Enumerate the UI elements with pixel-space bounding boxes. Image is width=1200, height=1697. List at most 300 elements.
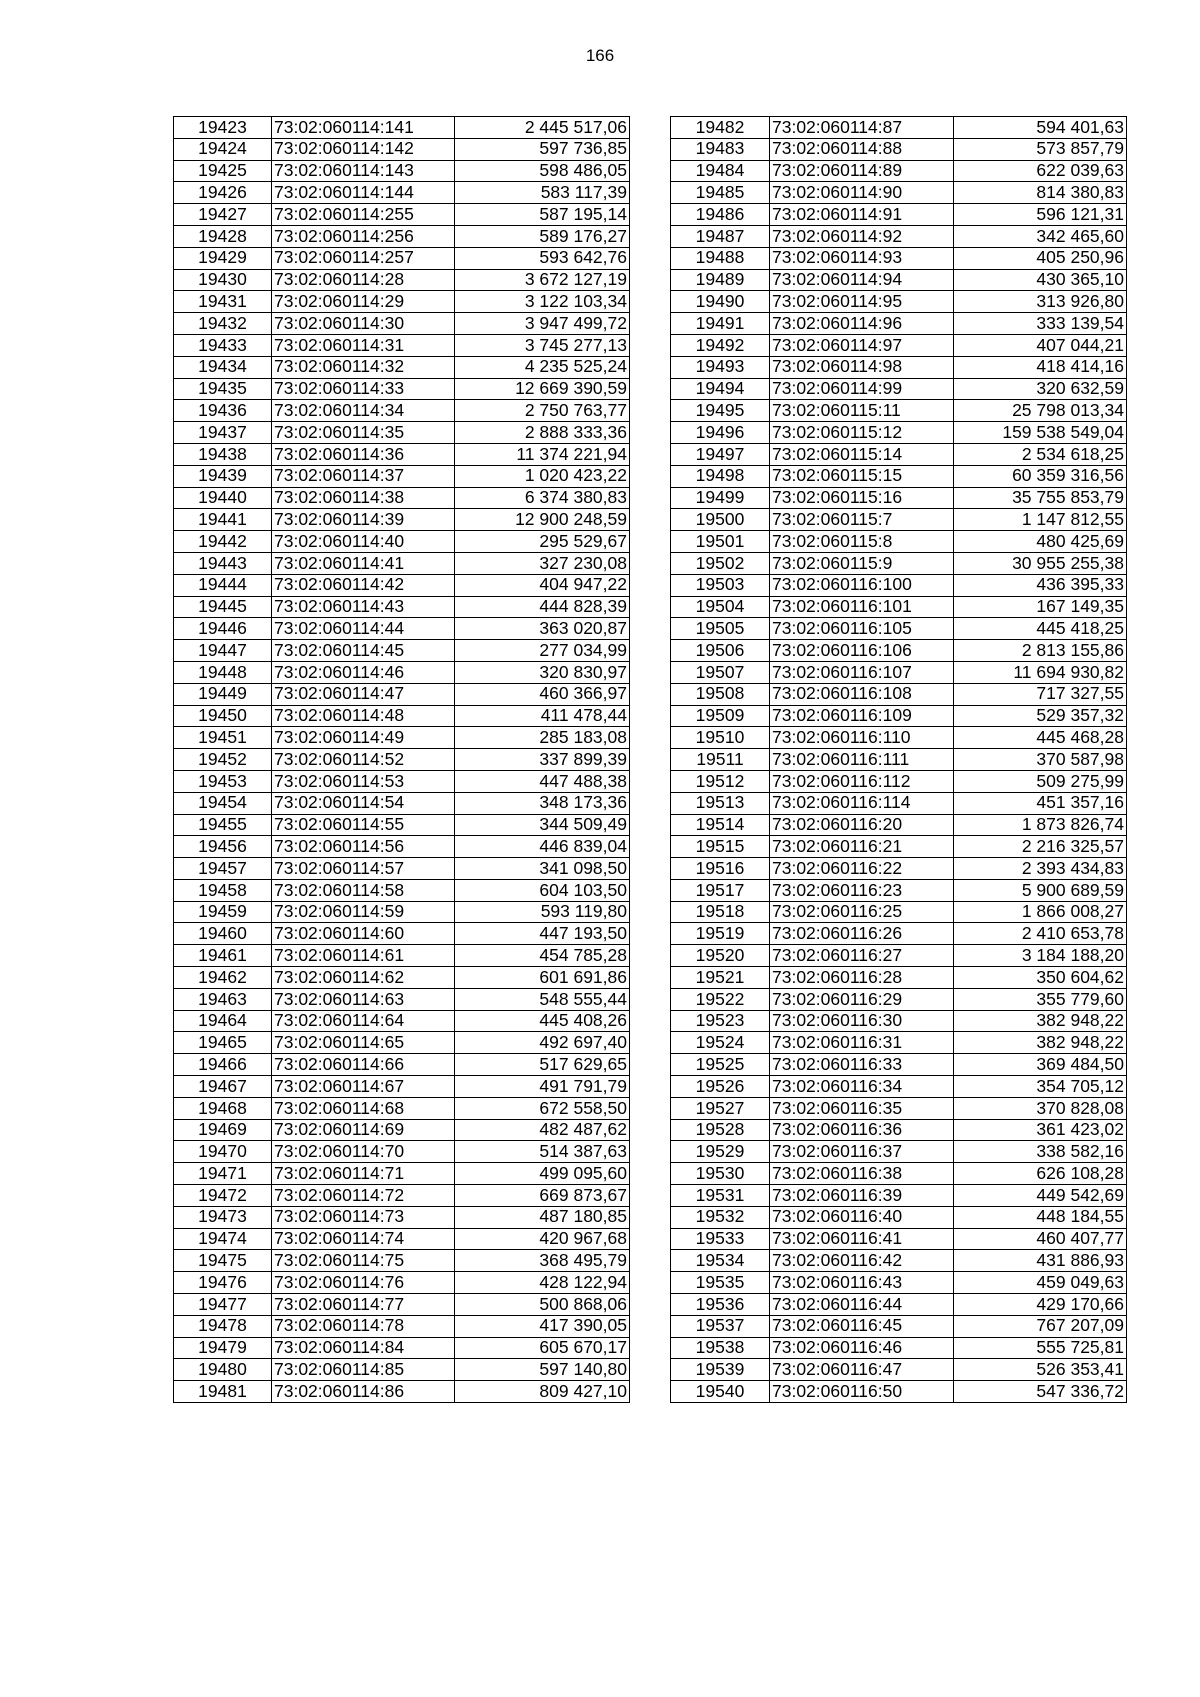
value-cell: 429 170,66 xyxy=(954,1294,1127,1316)
value-cell: 3 184 188,20 xyxy=(954,945,1127,967)
table-row xyxy=(174,574,630,596)
table-row xyxy=(174,531,630,553)
value-cell: 445 418,25 xyxy=(954,618,1127,640)
cadastral-number-cell: 73:02:060114:53 xyxy=(272,770,455,792)
row-number-cell: 19512 xyxy=(671,770,770,792)
table-row xyxy=(174,1163,630,1185)
table-row xyxy=(671,1315,1127,1337)
row-number-cell: 19539 xyxy=(671,1359,770,1381)
cadastral-number-cell: 73:02:060116:25 xyxy=(770,901,954,923)
value-cell: 167 149,35 xyxy=(954,596,1127,618)
value-cell: 491 791,79 xyxy=(455,1076,630,1098)
value-cell: 492 697,40 xyxy=(455,1032,630,1054)
table-row xyxy=(671,814,1127,836)
row-number-cell: 19443 xyxy=(174,552,272,574)
table-row xyxy=(174,727,630,749)
cadastral-number-cell: 73:02:060116:50 xyxy=(770,1381,954,1403)
table-row xyxy=(174,858,630,880)
value-cell: 159 538 549,04 xyxy=(954,422,1127,444)
row-number-cell: 19513 xyxy=(671,792,770,814)
row-number-cell: 19430 xyxy=(174,269,272,291)
table-row xyxy=(174,770,630,792)
row-number-cell: 19514 xyxy=(671,814,770,836)
table-row xyxy=(671,749,1127,771)
row-number-cell: 19521 xyxy=(671,967,770,989)
cadastral-number-cell: 73:02:060114:256 xyxy=(272,225,455,247)
table-row xyxy=(671,204,1127,226)
table-row xyxy=(671,1054,1127,1076)
value-cell: 622 039,63 xyxy=(954,160,1127,182)
table-row xyxy=(671,770,1127,792)
value-cell: 499 095,60 xyxy=(455,1163,630,1185)
cadastral-number-cell: 73:02:060114:75 xyxy=(272,1250,455,1272)
value-cell: 12 669 390,59 xyxy=(455,378,630,400)
row-number-cell: 19529 xyxy=(671,1141,770,1163)
table-body xyxy=(671,117,1127,1403)
cadastral-number-cell: 73:02:060114:39 xyxy=(272,509,455,531)
value-cell: 459 049,63 xyxy=(954,1272,1127,1294)
cadastral-number-cell: 73:02:060116:105 xyxy=(770,618,954,640)
value-cell: 444 828,39 xyxy=(455,596,630,618)
value-cell: 487 180,85 xyxy=(455,1206,630,1228)
row-number-cell: 19468 xyxy=(174,1097,272,1119)
cadastral-number-cell: 73:02:060114:143 xyxy=(272,160,455,182)
cadastral-number-cell: 73:02:060116:101 xyxy=(770,596,954,618)
cadastral-number-cell: 73:02:060114:86 xyxy=(272,1381,455,1403)
cadastral-number-cell: 73:02:060114:257 xyxy=(272,247,455,269)
cadastral-number-cell: 73:02:060114:45 xyxy=(272,640,455,662)
value-cell: 295 529,67 xyxy=(455,531,630,553)
row-number-cell: 19491 xyxy=(671,313,770,335)
table-row xyxy=(174,182,630,204)
cadastral-number-cell: 73:02:060116:109 xyxy=(770,705,954,727)
cadastral-number-cell: 73:02:060114:30 xyxy=(272,313,455,335)
row-number-cell: 19473 xyxy=(174,1206,272,1228)
value-cell: 514 387,63 xyxy=(455,1141,630,1163)
value-cell: 448 184,55 xyxy=(954,1206,1127,1228)
table-row xyxy=(174,1294,630,1316)
table-row xyxy=(174,901,630,923)
row-number-cell: 19456 xyxy=(174,836,272,858)
cadastral-number-cell: 73:02:060116:40 xyxy=(770,1206,954,1228)
table-row xyxy=(671,836,1127,858)
cadastral-number-cell: 73:02:060114:77 xyxy=(272,1294,455,1316)
value-cell: 417 390,05 xyxy=(455,1315,630,1337)
table-row xyxy=(174,967,630,989)
row-number-cell: 19445 xyxy=(174,596,272,618)
cadastral-number-cell: 73:02:060114:62 xyxy=(272,967,455,989)
table-row xyxy=(671,1010,1127,1032)
value-cell: 382 948,22 xyxy=(954,1010,1127,1032)
value-cell: 3 672 127,19 xyxy=(455,269,630,291)
cadastral-number-cell: 73:02:060114:41 xyxy=(272,552,455,574)
value-cell: 2 813 155,86 xyxy=(954,640,1127,662)
value-cell: 370 587,98 xyxy=(954,749,1127,771)
row-number-cell: 19452 xyxy=(174,749,272,771)
table-row xyxy=(174,1359,630,1381)
value-cell: 597 140,80 xyxy=(455,1359,630,1381)
cadastral-number-cell: 73:02:060114:84 xyxy=(272,1337,455,1359)
table-row xyxy=(671,1076,1127,1098)
cadastral-number-cell: 73:02:060115:11 xyxy=(770,400,954,422)
value-cell: 589 176,27 xyxy=(455,225,630,247)
value-cell: 509 275,99 xyxy=(954,770,1127,792)
row-number-cell: 19442 xyxy=(174,531,272,553)
row-number-cell: 19465 xyxy=(174,1032,272,1054)
row-number-cell: 19517 xyxy=(671,879,770,901)
cadastral-number-cell: 73:02:060114:98 xyxy=(770,356,954,378)
value-cell: 529 357,32 xyxy=(954,705,1127,727)
cadastral-number-cell: 73:02:060114:255 xyxy=(272,204,455,226)
cadastral-number-cell: 73:02:060116:34 xyxy=(770,1076,954,1098)
table-row xyxy=(174,683,630,705)
value-cell: 445 468,28 xyxy=(954,727,1127,749)
value-cell: 669 873,67 xyxy=(455,1185,630,1207)
cadastral-number-cell: 73:02:060116:46 xyxy=(770,1337,954,1359)
table-row xyxy=(174,378,630,400)
value-cell: 348 173,36 xyxy=(455,792,630,814)
row-number-cell: 19478 xyxy=(174,1315,272,1337)
cadastral-number-cell: 73:02:060114:90 xyxy=(770,182,954,204)
table-row xyxy=(174,1272,630,1294)
table-row xyxy=(671,422,1127,444)
cadastral-number-cell: 73:02:060114:99 xyxy=(770,378,954,400)
row-number-cell: 19454 xyxy=(174,792,272,814)
cadastral-number-cell: 73:02:060116:112 xyxy=(770,770,954,792)
row-number-cell: 19472 xyxy=(174,1185,272,1207)
row-number-cell: 19467 xyxy=(174,1076,272,1098)
value-cell: 344 509,49 xyxy=(455,814,630,836)
cadastral-number-cell: 73:02:060114:60 xyxy=(272,923,455,945)
cadastral-number-cell: 73:02:060115:16 xyxy=(770,487,954,509)
row-number-cell: 19446 xyxy=(174,618,272,640)
row-number-cell: 19483 xyxy=(671,138,770,160)
cadastral-number-cell: 73:02:060116:31 xyxy=(770,1032,954,1054)
row-number-cell: 19518 xyxy=(671,901,770,923)
row-number-cell: 19482 xyxy=(671,117,770,139)
value-cell: 593 119,80 xyxy=(455,901,630,923)
table-row xyxy=(174,1381,630,1403)
row-number-cell: 19531 xyxy=(671,1185,770,1207)
cadastral-number-cell: 73:02:060114:95 xyxy=(770,291,954,313)
row-number-cell: 19434 xyxy=(174,356,272,378)
value-cell: 445 408,26 xyxy=(455,1010,630,1032)
table-row xyxy=(671,1119,1127,1141)
row-number-cell: 19502 xyxy=(671,552,770,574)
cadastral-number-cell: 73:02:060114:72 xyxy=(272,1185,455,1207)
table-row xyxy=(174,204,630,226)
cadastral-number-cell: 73:02:060114:35 xyxy=(272,422,455,444)
cadastral-number-cell: 73:02:060114:32 xyxy=(272,356,455,378)
cadastral-number-cell: 73:02:060114:94 xyxy=(770,269,954,291)
value-cell: 460 366,97 xyxy=(455,683,630,705)
table-body xyxy=(174,117,630,1403)
table-row xyxy=(671,923,1127,945)
value-cell: 320 830,97 xyxy=(455,661,630,683)
cadastral-number-cell: 73:02:060116:44 xyxy=(770,1294,954,1316)
row-number-cell: 19506 xyxy=(671,640,770,662)
value-cell: 430 365,10 xyxy=(954,269,1127,291)
table-row xyxy=(174,1228,630,1250)
value-cell: 341 098,50 xyxy=(455,858,630,880)
table-row xyxy=(671,1272,1127,1294)
row-number-cell: 19438 xyxy=(174,443,272,465)
cadastral-number-cell: 73:02:060114:59 xyxy=(272,901,455,923)
row-number-cell: 19534 xyxy=(671,1250,770,1272)
table-row xyxy=(174,1315,630,1337)
value-cell: 4 235 525,24 xyxy=(455,356,630,378)
cadastral-number-cell: 73:02:060114:92 xyxy=(770,225,954,247)
table-row xyxy=(671,291,1127,313)
table-row xyxy=(671,509,1127,531)
row-number-cell: 19501 xyxy=(671,531,770,553)
row-number-cell: 19458 xyxy=(174,879,272,901)
cadastral-table-left xyxy=(173,116,630,1403)
value-cell: 35 755 853,79 xyxy=(954,487,1127,509)
value-cell: 672 558,50 xyxy=(455,1097,630,1119)
row-number-cell: 19441 xyxy=(174,509,272,531)
row-number-cell: 19499 xyxy=(671,487,770,509)
row-number-cell: 19520 xyxy=(671,945,770,967)
table-row xyxy=(671,269,1127,291)
table-row xyxy=(671,1206,1127,1228)
cadastral-number-cell: 73:02:060114:54 xyxy=(272,792,455,814)
value-cell: 767 207,09 xyxy=(954,1315,1127,1337)
cadastral-number-cell: 73:02:060114:55 xyxy=(272,814,455,836)
row-number-cell: 19536 xyxy=(671,1294,770,1316)
table-row xyxy=(671,945,1127,967)
table-row xyxy=(174,661,630,683)
table-row xyxy=(174,1032,630,1054)
table-row xyxy=(671,988,1127,1010)
table-row xyxy=(671,879,1127,901)
row-number-cell: 19535 xyxy=(671,1272,770,1294)
cadastral-number-cell: 73:02:060114:52 xyxy=(272,749,455,771)
value-cell: 447 193,50 xyxy=(455,923,630,945)
cadastral-number-cell: 73:02:060116:28 xyxy=(770,967,954,989)
value-cell: 598 486,05 xyxy=(455,160,630,182)
row-number-cell: 19476 xyxy=(174,1272,272,1294)
table-row xyxy=(671,705,1127,727)
value-cell: 2 216 325,57 xyxy=(954,836,1127,858)
cadastral-number-cell: 73:02:060116:38 xyxy=(770,1163,954,1185)
row-number-cell: 19526 xyxy=(671,1076,770,1098)
table-row xyxy=(174,443,630,465)
cadastral-number-cell: 73:02:060114:37 xyxy=(272,465,455,487)
row-number-cell: 19439 xyxy=(174,465,272,487)
value-cell: 596 121,31 xyxy=(954,204,1127,226)
cadastral-number-cell: 73:02:060114:48 xyxy=(272,705,455,727)
table-row xyxy=(671,661,1127,683)
cadastral-number-cell: 73:02:060116:41 xyxy=(770,1228,954,1250)
table-row xyxy=(671,574,1127,596)
cadastral-number-cell: 73:02:060115:9 xyxy=(770,552,954,574)
row-number-cell: 19466 xyxy=(174,1054,272,1076)
table-row xyxy=(671,334,1127,356)
value-cell: 431 886,93 xyxy=(954,1250,1127,1272)
row-number-cell: 19522 xyxy=(671,988,770,1010)
row-number-cell: 19538 xyxy=(671,1337,770,1359)
table-row xyxy=(174,1206,630,1228)
value-cell: 411 478,44 xyxy=(455,705,630,727)
row-number-cell: 19490 xyxy=(671,291,770,313)
row-number-cell: 19450 xyxy=(174,705,272,727)
row-number-cell: 19470 xyxy=(174,1141,272,1163)
row-number-cell: 19533 xyxy=(671,1228,770,1250)
cadastral-number-cell: 73:02:060116:30 xyxy=(770,1010,954,1032)
value-cell: 333 139,54 xyxy=(954,313,1127,335)
table-row xyxy=(671,967,1127,989)
cadastral-number-cell: 73:02:060114:71 xyxy=(272,1163,455,1185)
table-row xyxy=(671,247,1127,269)
cadastral-number-cell: 73:02:060114:89 xyxy=(770,160,954,182)
cadastral-number-cell: 73:02:060116:20 xyxy=(770,814,954,836)
value-cell: 428 122,94 xyxy=(455,1272,630,1294)
value-cell: 605 670,17 xyxy=(455,1337,630,1359)
table-row xyxy=(174,225,630,247)
value-cell: 361 423,02 xyxy=(954,1119,1127,1141)
cadastral-number-cell: 73:02:060114:85 xyxy=(272,1359,455,1381)
value-cell: 277 034,99 xyxy=(455,640,630,662)
table-row xyxy=(174,1337,630,1359)
table-row xyxy=(174,1097,630,1119)
table-row xyxy=(671,138,1127,160)
table-row xyxy=(671,531,1127,553)
cadastral-number-cell: 73:02:060114:31 xyxy=(272,334,455,356)
cadastral-number-cell: 73:02:060114:63 xyxy=(272,988,455,1010)
value-cell: 313 926,80 xyxy=(954,291,1127,313)
table-row xyxy=(174,422,630,444)
cadastral-number-cell: 73:02:060116:27 xyxy=(770,945,954,967)
cadastral-number-cell: 73:02:060116:37 xyxy=(770,1141,954,1163)
cadastral-number-cell: 73:02:060114:47 xyxy=(272,683,455,705)
cadastral-number-cell: 73:02:060116:43 xyxy=(770,1272,954,1294)
row-number-cell: 19475 xyxy=(174,1250,272,1272)
cadastral-number-cell: 73:02:060116:29 xyxy=(770,988,954,1010)
value-cell: 12 900 248,59 xyxy=(455,509,630,531)
table-row xyxy=(671,1250,1127,1272)
table-row xyxy=(174,1010,630,1032)
cadastral-number-cell: 73:02:060114:29 xyxy=(272,291,455,313)
value-cell: 405 250,96 xyxy=(954,247,1127,269)
value-cell: 420 967,68 xyxy=(455,1228,630,1250)
table-row xyxy=(671,1185,1127,1207)
cadastral-number-cell: 73:02:060114:144 xyxy=(272,182,455,204)
value-cell: 597 736,85 xyxy=(455,138,630,160)
table-row xyxy=(174,509,630,531)
table-row xyxy=(671,378,1127,400)
cadastral-number-cell: 73:02:060116:107 xyxy=(770,661,954,683)
table-row xyxy=(671,117,1127,139)
row-number-cell: 19497 xyxy=(671,443,770,465)
cadastral-number-cell: 73:02:060115:7 xyxy=(770,509,954,531)
row-number-cell: 19515 xyxy=(671,836,770,858)
row-number-cell: 19532 xyxy=(671,1206,770,1228)
value-cell: 594 401,63 xyxy=(954,117,1127,139)
table-row xyxy=(174,269,630,291)
row-number-cell: 19433 xyxy=(174,334,272,356)
row-number-cell: 19448 xyxy=(174,661,272,683)
table-row xyxy=(174,1119,630,1141)
row-number-cell: 19424 xyxy=(174,138,272,160)
table-row xyxy=(174,334,630,356)
value-cell: 593 642,76 xyxy=(455,247,630,269)
cadastral-number-cell: 73:02:060115:8 xyxy=(770,531,954,553)
value-cell: 1 866 008,27 xyxy=(954,901,1127,923)
cadastral-number-cell: 73:02:060114:93 xyxy=(770,247,954,269)
value-cell: 11 374 221,94 xyxy=(455,443,630,465)
value-cell: 555 725,81 xyxy=(954,1337,1127,1359)
cadastral-number-cell: 73:02:060114:49 xyxy=(272,727,455,749)
row-number-cell: 19510 xyxy=(671,727,770,749)
table-row xyxy=(174,487,630,509)
row-number-cell: 19507 xyxy=(671,661,770,683)
row-number-cell: 19511 xyxy=(671,749,770,771)
cadastral-number-cell: 73:02:060114:34 xyxy=(272,400,455,422)
cadastral-number-cell: 73:02:060114:43 xyxy=(272,596,455,618)
value-cell: 436 395,33 xyxy=(954,574,1127,596)
table-row xyxy=(174,879,630,901)
value-cell: 369 484,50 xyxy=(954,1054,1127,1076)
row-number-cell: 19486 xyxy=(671,204,770,226)
table-row xyxy=(671,683,1127,705)
table-row xyxy=(174,1054,630,1076)
value-cell: 363 020,87 xyxy=(455,618,630,640)
row-number-cell: 19479 xyxy=(174,1337,272,1359)
cadastral-number-cell: 73:02:060114:67 xyxy=(272,1076,455,1098)
table-row xyxy=(671,901,1127,923)
cadastral-number-cell: 73:02:060116:110 xyxy=(770,727,954,749)
cadastral-number-cell: 73:02:060114:64 xyxy=(272,1010,455,1032)
row-number-cell: 19492 xyxy=(671,334,770,356)
row-number-cell: 19436 xyxy=(174,400,272,422)
table-row xyxy=(671,313,1127,335)
table-row xyxy=(671,640,1127,662)
value-cell: 814 380,83 xyxy=(954,182,1127,204)
table-row xyxy=(174,1076,630,1098)
value-cell: 337 899,39 xyxy=(455,749,630,771)
value-cell: 355 779,60 xyxy=(954,988,1127,1010)
cadastral-number-cell: 73:02:060114:76 xyxy=(272,1272,455,1294)
cadastral-number-cell: 73:02:060115:12 xyxy=(770,422,954,444)
value-cell: 460 407,77 xyxy=(954,1228,1127,1250)
row-number-cell: 19498 xyxy=(671,465,770,487)
table-row xyxy=(174,705,630,727)
cadastral-number-cell: 73:02:060116:42 xyxy=(770,1250,954,1272)
value-cell: 370 828,08 xyxy=(954,1097,1127,1119)
row-number-cell: 19489 xyxy=(671,269,770,291)
row-number-cell: 19471 xyxy=(174,1163,272,1185)
table-row xyxy=(174,138,630,160)
value-cell: 354 705,12 xyxy=(954,1076,1127,1098)
row-number-cell: 19463 xyxy=(174,988,272,1010)
value-cell: 809 427,10 xyxy=(455,1381,630,1403)
value-cell: 3 745 277,13 xyxy=(455,334,630,356)
row-number-cell: 19480 xyxy=(174,1359,272,1381)
row-number-cell: 19447 xyxy=(174,640,272,662)
row-number-cell: 19505 xyxy=(671,618,770,640)
cadastral-number-cell: 73:02:060114:58 xyxy=(272,879,455,901)
row-number-cell: 19426 xyxy=(174,182,272,204)
table-row xyxy=(174,814,630,836)
row-number-cell: 19528 xyxy=(671,1119,770,1141)
row-number-cell: 19516 xyxy=(671,858,770,880)
table-row xyxy=(174,945,630,967)
table-row xyxy=(174,465,630,487)
table-row xyxy=(671,160,1127,182)
cadastral-number-cell: 73:02:060114:28 xyxy=(272,269,455,291)
cadastral-number-cell: 73:02:060116:111 xyxy=(770,749,954,771)
